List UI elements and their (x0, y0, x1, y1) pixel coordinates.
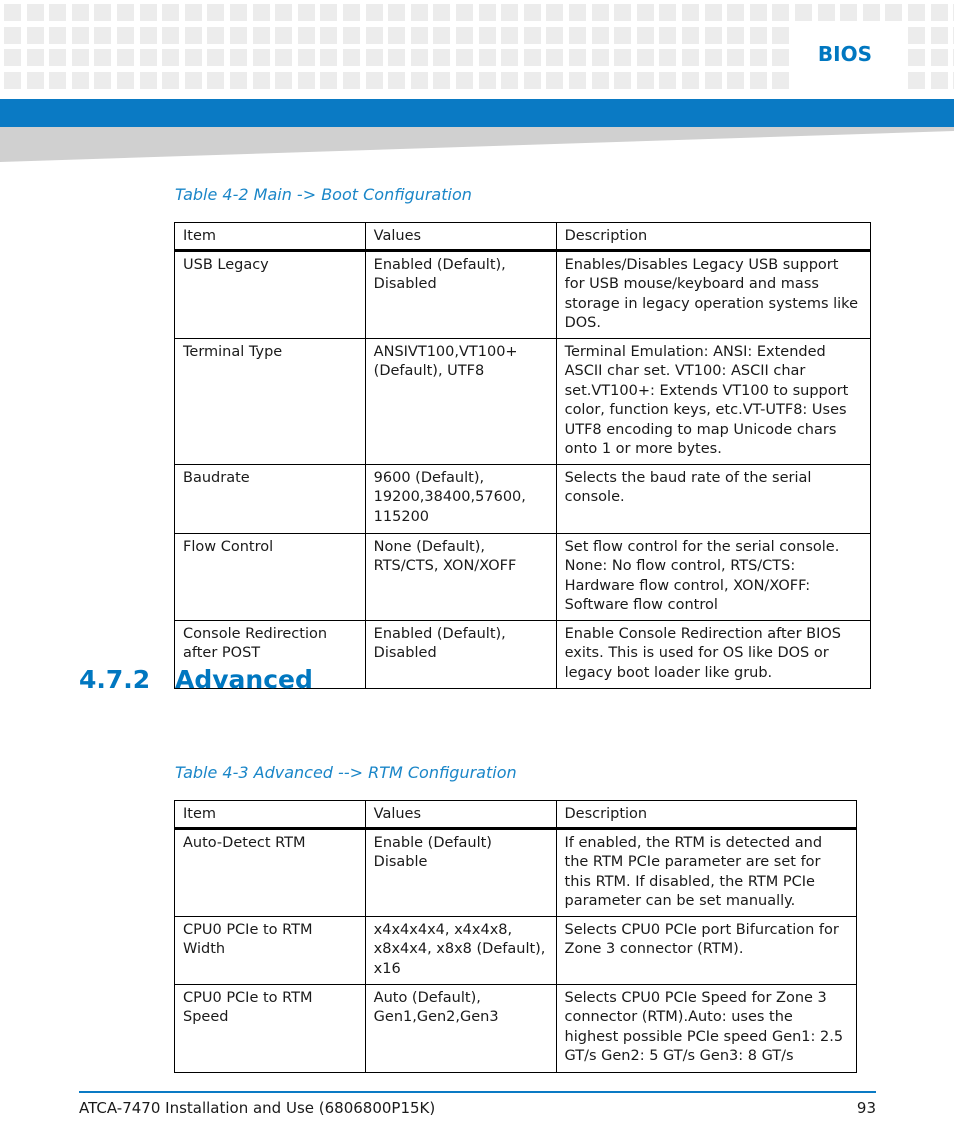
header-grid-cell (727, 49, 744, 66)
header-grid-cell (207, 72, 224, 89)
header-grid-cell (931, 27, 948, 44)
header-grid-cell (750, 27, 767, 44)
cell-description: Selects CPU0 PCIe port Bifurcation for Zone 3 connector (RTM). (556, 916, 856, 984)
header-grid-cell (908, 4, 925, 21)
cell-values: Auto (Default), Gen1,Gen2,Gen3 (365, 984, 556, 1072)
header-grid-cell (366, 72, 383, 89)
header-grid-cell (162, 49, 179, 66)
header-grid-cell (569, 49, 586, 66)
cell-description: Set flow control for the serial console. None: No flow control, RTS/CTS: Hardware flow control, XON/XOFF: Software flow control (556, 533, 870, 620)
cell-values: 9600 (Default), 19200,38400,57600, 115200 (365, 464, 556, 533)
header-grid-cell (117, 49, 134, 66)
header-grid-cell (433, 27, 450, 44)
header-grid-cell (501, 72, 518, 89)
header-grid-cell (298, 49, 315, 66)
header-grid-cell (524, 72, 541, 89)
header-grid-cell (185, 72, 202, 89)
column-header-item: Item (175, 223, 366, 251)
cell-values: None (Default), RTS/CTS, XON/XOFF (365, 533, 556, 620)
header-grid-cell (479, 49, 496, 66)
header-grid-cell (343, 72, 360, 89)
header-grid-cell (207, 49, 224, 66)
header-grid-cell (140, 72, 157, 89)
header-grid-cell (750, 49, 767, 66)
table-row (175, 916, 857, 984)
header-grid-cell (4, 49, 21, 66)
header-grid-cell (4, 72, 21, 89)
table-caption: Table 4-3 Advanced --> RTM Configuration (175, 763, 517, 782)
header-pattern (0, 0, 954, 96)
header-grid-cell (117, 72, 134, 89)
header-grid-cell (705, 49, 722, 66)
rtm-config-table (174, 800, 857, 1073)
header-grid-cell (637, 27, 654, 44)
header-grid-cell (795, 4, 812, 21)
header-grid-cell (27, 27, 44, 44)
header-grid-cell (253, 72, 270, 89)
header-grid-cell (207, 4, 224, 21)
header-grid-cell (682, 4, 699, 21)
header-grid-cell (253, 4, 270, 21)
header-grid-cell (94, 49, 111, 66)
boot-config-table (174, 222, 871, 689)
header-grid-cell (705, 72, 722, 89)
header-grid-cell (230, 49, 247, 66)
header-grid-cell (772, 49, 789, 66)
header-grid-cell (659, 4, 676, 21)
header-grid-cell (682, 72, 699, 89)
cell-item: CPU0 PCIe to RTM Width (175, 916, 366, 984)
header-grid-cell (388, 49, 405, 66)
header-grid-cell (298, 4, 315, 21)
header-grid-cell (366, 49, 383, 66)
header-grid-cell (456, 49, 473, 66)
header-grid-cell (456, 27, 473, 44)
header-grid-cell (27, 49, 44, 66)
header-grid-cell (885, 4, 902, 21)
header-grid-cell (772, 4, 789, 21)
header-grid-cell (433, 72, 450, 89)
header-grid-cell (931, 72, 948, 89)
header-grid-cell (456, 4, 473, 21)
header-grid-cell (4, 4, 21, 21)
header-bar (0, 99, 954, 127)
table-caption: Table 4-2 Main -> Boot Configuration (175, 185, 472, 204)
header-grid-cell (727, 27, 744, 44)
cell-description: Selects the baud rate of the serial console. (556, 464, 870, 533)
header-grid-cell (479, 27, 496, 44)
cell-item: USB Legacy (175, 250, 366, 338)
header-grid-cell (253, 27, 270, 44)
header-grid-cell (524, 27, 541, 44)
header-grid-cell (592, 72, 609, 89)
header-grid-cell (343, 27, 360, 44)
header-grid-cell (614, 27, 631, 44)
cell-values: ANSIVT100,VT100+ (Default), UTF8 (365, 338, 556, 464)
header-grid-cell (72, 49, 89, 66)
cell-description: If enabled, the RTM is detected and the RTM PCIe parameter are set for this RTM. If disabled, the RTM PCIe parameter can be set manually. (556, 828, 856, 916)
header-grid-cell (117, 27, 134, 44)
header-grid-cell (275, 49, 292, 66)
section-title: Advanced (175, 665, 313, 694)
header-grid-cell (140, 49, 157, 66)
header-grid-cell (592, 49, 609, 66)
header-grid-cell (524, 4, 541, 21)
header-grid-cell (411, 49, 428, 66)
header-grid-cell (253, 49, 270, 66)
header-grid-cell (140, 4, 157, 21)
header-grid-cell (94, 4, 111, 21)
header-grid-cell (931, 49, 948, 66)
column-header-description: Description (556, 801, 856, 829)
cell-values: Enabled (Default), Disabled (365, 620, 556, 688)
column-header-values: Values (365, 223, 556, 251)
cell-description: Terminal Emulation: ANSI: Extended ASCII char set. VT100: ASCII char set.VT100+: Extends VT100 to support color, function keys, etc.VT-UTF8: Uses UTF8 encoding to map Unicode chars onto 1 or more bytes. (556, 338, 870, 464)
header-grid-cell (27, 72, 44, 89)
header-grid-cell (343, 4, 360, 21)
header-grid-cell (750, 4, 767, 21)
header-grid-cell (592, 4, 609, 21)
cell-description: Enable Console Redirection after BIOS exits. This is used for OS like DOS or legacy boot loader like grub. (556, 620, 870, 688)
header-grid-cell (207, 27, 224, 44)
cell-item: Auto-Detect RTM (175, 828, 366, 916)
header-grid-cell (275, 4, 292, 21)
header-grid-cell (185, 49, 202, 66)
header-grid-cell (614, 4, 631, 21)
header-grid-cell (366, 27, 383, 44)
header-grid-cell (320, 27, 337, 44)
header-grid-cell (479, 4, 496, 21)
header-grid-cell (72, 4, 89, 21)
header-wedge (0, 127, 954, 167)
header-grid-cell (908, 49, 925, 66)
header-grid-cell (49, 72, 66, 89)
column-header-values: Values (365, 801, 556, 829)
header-grid-cell (682, 49, 699, 66)
table-row (175, 984, 857, 1072)
footer-doc-title: ATCA-7470 Installation and Use (6806800P15K) (79, 1099, 436, 1117)
cell-item: Flow Control (175, 533, 366, 620)
header-grid-cell (840, 4, 857, 21)
column-header-description: Description (556, 223, 870, 251)
header-grid-cell (931, 4, 948, 21)
table-header-row (175, 223, 871, 251)
header-grid-cell (592, 27, 609, 44)
header-grid-cell (230, 27, 247, 44)
table-row (175, 533, 871, 620)
cell-item: Console Redirection after POST (175, 620, 366, 688)
header-grid-cell (637, 72, 654, 89)
header-grid-cell (546, 49, 563, 66)
header-grid-cell (569, 27, 586, 44)
header-grid-cell (298, 72, 315, 89)
header-grid-cell (72, 27, 89, 44)
header-grid-cell (411, 72, 428, 89)
page-number: 93 (856, 1099, 876, 1117)
header-grid-cell (908, 27, 925, 44)
header-grid-cell (501, 27, 518, 44)
header-grid-cell (388, 27, 405, 44)
header-grid-cell (275, 27, 292, 44)
header-grid-cell (94, 72, 111, 89)
cell-description: Selects CPU0 PCIe Speed for Zone 3 connector (RTM).Auto: uses the highest possible PCIe speed Gen1: 2.5 GT/s Gen2: 5 GT/s Gen3: 8 GT/s (556, 984, 856, 1072)
cell-item: CPU0 PCIe to RTM Speed (175, 984, 366, 1072)
header-grid-cell (366, 4, 383, 21)
header-grid-cell (433, 49, 450, 66)
table-row (175, 464, 871, 533)
header-grid-cell (750, 72, 767, 89)
header-grid-cell (456, 72, 473, 89)
header-grid-cell (479, 72, 496, 89)
header-grid-cell (659, 27, 676, 44)
header-grid-cell (94, 27, 111, 44)
header-grid-cell (388, 72, 405, 89)
header-grid-cell (298, 27, 315, 44)
header-grid-cell (185, 4, 202, 21)
cell-description: Enables/Disables Legacy USB support for USB mouse/keyboard and mass storage in legacy operation systems like DOS. (556, 250, 870, 338)
header-grid-cell (320, 72, 337, 89)
header-grid-cell (230, 4, 247, 21)
header-grid-cell (727, 72, 744, 89)
header-grid-cell (705, 27, 722, 44)
table-row (175, 250, 871, 338)
cell-values: Enable (Default) Disable (365, 828, 556, 916)
column-header-item: Item (175, 801, 366, 829)
header-grid-cell (637, 49, 654, 66)
header-grid-cell (49, 27, 66, 44)
cell-values: Enabled (Default), Disabled (365, 250, 556, 338)
header-grid-cell (162, 27, 179, 44)
cell-values: x4x4x4x4, x4x4x8, x8x4x4, x8x8 (Default), x16 (365, 916, 556, 984)
header-grid-cell (569, 72, 586, 89)
header-grid-cell (4, 27, 21, 44)
header-grid-cell (411, 4, 428, 21)
header-grid-cell (501, 49, 518, 66)
table-header-row (175, 801, 857, 829)
table-row (175, 338, 871, 464)
header-grid-cell (863, 4, 880, 21)
header-grid-cell (117, 4, 134, 21)
header-grid-cell (185, 27, 202, 44)
header-grid-cell (682, 27, 699, 44)
table-row (175, 828, 857, 916)
header-grid-cell (546, 27, 563, 44)
header-grid-cell (501, 4, 518, 21)
header-grid-cell (411, 27, 428, 44)
header-grid-cell (637, 4, 654, 21)
header-grid-cell (343, 49, 360, 66)
header-grid-cell (614, 49, 631, 66)
header-grid-cell (524, 49, 541, 66)
section-number: 4.7.2 (79, 665, 151, 694)
header-grid-cell (908, 72, 925, 89)
header-grid-cell (388, 4, 405, 21)
header-grid-cell (49, 49, 66, 66)
header-grid-cell (614, 72, 631, 89)
header-grid-cell (162, 72, 179, 89)
header-grid-cell (320, 49, 337, 66)
header-grid-cell (569, 4, 586, 21)
header-grid-cell (772, 72, 789, 89)
header-grid-cell (818, 4, 835, 21)
header-grid-cell (162, 4, 179, 21)
header-grid-cell (705, 4, 722, 21)
header-grid-cell (140, 27, 157, 44)
header-grid-cell (320, 4, 337, 21)
header-grid-cell (546, 4, 563, 21)
section-label: BIOS (817, 42, 872, 66)
header-grid-cell (659, 49, 676, 66)
header-grid-cell (27, 4, 44, 21)
header-grid-cell (546, 72, 563, 89)
header-grid-cell (275, 72, 292, 89)
footer-rule (79, 1091, 876, 1093)
header-grid-cell (772, 27, 789, 44)
header-grid-cell (659, 72, 676, 89)
header-grid-cell (72, 72, 89, 89)
cell-item: Baudrate (175, 464, 366, 533)
header-grid-cell (230, 72, 247, 89)
header-grid-cell (49, 4, 66, 21)
header-grid-cell (433, 4, 450, 21)
header-grid-cell (727, 4, 744, 21)
cell-item: Terminal Type (175, 338, 366, 464)
